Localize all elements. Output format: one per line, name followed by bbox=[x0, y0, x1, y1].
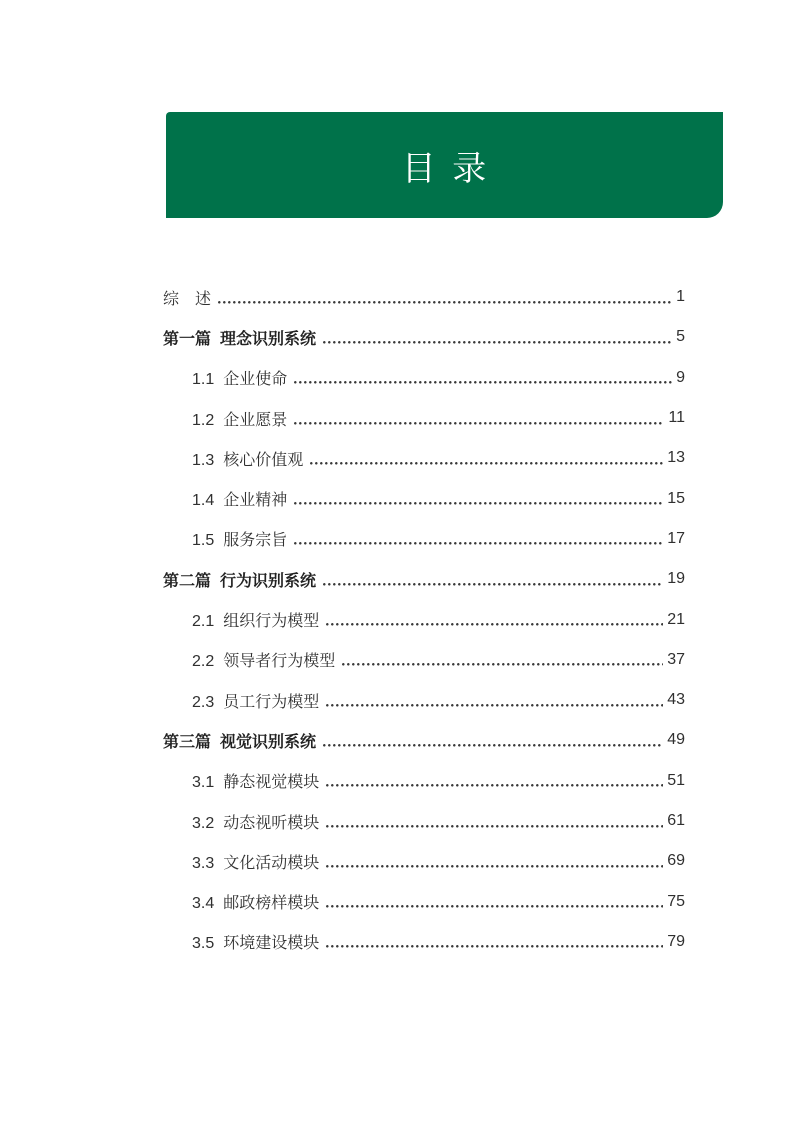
toc-entry-page-number: 51 bbox=[667, 771, 685, 789]
toc-entry-title: 领导者行为模型 bbox=[223, 653, 336, 671]
toc-entry[interactable] bbox=[163, 438, 685, 478]
toc-entry-label bbox=[163, 568, 316, 591]
toc-entry-label bbox=[192, 930, 319, 953]
toc-entry-title: 综 述 bbox=[163, 290, 212, 308]
toc-entry-page-number: 69 bbox=[667, 852, 685, 870]
toc-entry-title: 文化活动模块 bbox=[223, 854, 320, 872]
toc-entry-number: 3.5 bbox=[192, 935, 215, 953]
toc-entry-page-number: 15 bbox=[667, 489, 685, 507]
toc-entry-number: 2.1 bbox=[192, 613, 215, 631]
toc-entry-page-number: 9 bbox=[676, 368, 685, 386]
toc-entry-label bbox=[192, 366, 287, 389]
toc-entry[interactable] bbox=[163, 841, 685, 881]
toc-entry[interactable] bbox=[163, 559, 685, 599]
toc-entry-label bbox=[192, 527, 287, 550]
toc-entry-label bbox=[192, 850, 319, 873]
toc-entry-page-number: 37 bbox=[667, 650, 685, 668]
dot-leader bbox=[326, 825, 663, 828]
toc-entry-title: 企业精神 bbox=[223, 492, 288, 510]
toc-entry-label bbox=[163, 326, 316, 349]
toc-entry-title: 服务宗旨 bbox=[223, 532, 288, 550]
toc-entry[interactable] bbox=[163, 680, 685, 720]
dot-leader bbox=[323, 744, 663, 747]
toc-entry-page-number: 13 bbox=[667, 449, 685, 467]
toc-entry-number: 1.5 bbox=[192, 532, 215, 550]
toc-entry[interactable] bbox=[163, 640, 685, 680]
toc-entry-label bbox=[192, 648, 335, 671]
toc-entry-title: 核心价值观 bbox=[223, 451, 304, 469]
toc-entry-number: 2.2 bbox=[192, 653, 215, 671]
toc-entry-number: 1.4 bbox=[192, 492, 215, 510]
toc-entry-page-number: 17 bbox=[667, 529, 685, 547]
toc-entry-number: 1.1 bbox=[192, 371, 215, 389]
dot-leader bbox=[326, 905, 663, 908]
toc-entry-label bbox=[192, 769, 319, 792]
toc-entry-label bbox=[192, 810, 319, 833]
toc-header-banner bbox=[166, 112, 723, 218]
dot-leader bbox=[294, 502, 663, 505]
toc-list bbox=[163, 277, 685, 962]
toc-entry-title: 员工行为模型 bbox=[223, 693, 320, 711]
toc-entry-title: 静态视觉模块 bbox=[223, 774, 320, 792]
dot-leader bbox=[326, 945, 663, 948]
toc-entry-title: 环境建设模块 bbox=[223, 935, 320, 953]
toc-entry-number: 第二篇 bbox=[163, 572, 212, 590]
dot-leader bbox=[323, 341, 672, 344]
toc-entry-number: 3.4 bbox=[192, 895, 215, 913]
toc-entry-title: 企业愿景 bbox=[223, 411, 288, 429]
toc-entry[interactable] bbox=[163, 317, 685, 357]
toc-entry-page-number: 11 bbox=[668, 409, 685, 427]
toc-entry-page-number: 75 bbox=[667, 892, 685, 910]
dot-leader bbox=[294, 381, 672, 384]
toc-entry-label bbox=[192, 407, 287, 430]
toc-entry-label bbox=[163, 729, 316, 752]
toc-entry-label bbox=[163, 286, 211, 309]
page-title: 目 录 bbox=[401, 149, 488, 188]
toc-entry-page-number: 21 bbox=[667, 610, 685, 628]
toc-entry-page-number: 1 bbox=[676, 288, 685, 306]
toc-entry-title: 行为识别系统 bbox=[220, 572, 317, 590]
toc-entry[interactable] bbox=[163, 761, 685, 801]
toc-entry-title: 邮政榜样模块 bbox=[223, 895, 320, 913]
toc-entry-title: 视觉识别系统 bbox=[220, 733, 317, 751]
toc-entry-number: 3.1 bbox=[192, 774, 215, 792]
toc-entry[interactable] bbox=[163, 881, 685, 921]
toc-entry[interactable] bbox=[163, 478, 685, 518]
toc-entry-number: 第一篇 bbox=[163, 330, 212, 348]
toc-entry[interactable] bbox=[163, 519, 685, 559]
toc-entry-page-number: 5 bbox=[676, 328, 685, 346]
toc-entry-label bbox=[192, 689, 319, 712]
dot-leader bbox=[326, 623, 663, 626]
toc-entry-label bbox=[192, 487, 287, 510]
toc-entry[interactable] bbox=[163, 720, 685, 760]
dot-leader bbox=[326, 784, 663, 787]
toc-entry-number: 3.2 bbox=[192, 814, 215, 832]
toc-entry-page-number: 19 bbox=[667, 570, 685, 588]
toc-entry-number: 3.3 bbox=[192, 854, 215, 872]
toc-entry-number: 第三篇 bbox=[163, 733, 212, 751]
toc-entry-number: 2.3 bbox=[192, 693, 215, 711]
toc-entry-page-number: 43 bbox=[667, 691, 685, 709]
dot-leader bbox=[326, 865, 663, 868]
dot-leader bbox=[218, 301, 672, 304]
toc-entry-page-number: 79 bbox=[667, 932, 685, 950]
toc-entry-label bbox=[192, 890, 319, 913]
toc-entry-title: 理念识别系统 bbox=[220, 330, 317, 348]
toc-entry[interactable] bbox=[163, 801, 685, 841]
dot-leader bbox=[294, 542, 663, 545]
toc-entry[interactable] bbox=[163, 277, 685, 317]
toc-entry[interactable] bbox=[163, 398, 685, 438]
toc-entry[interactable] bbox=[163, 358, 685, 398]
dot-leader bbox=[323, 583, 663, 586]
toc-entry-number: 1.3 bbox=[192, 451, 215, 469]
toc-entry-title: 动态视听模块 bbox=[223, 814, 320, 832]
dot-leader bbox=[342, 663, 663, 666]
toc-entry-number: 1.2 bbox=[192, 411, 215, 429]
toc-entry-title: 企业使命 bbox=[223, 371, 288, 389]
toc-entry-label bbox=[192, 608, 319, 631]
toc-entry-page-number: 61 bbox=[667, 812, 685, 829]
toc-entry-page-number: 49 bbox=[667, 731, 685, 749]
toc-entry-label bbox=[192, 447, 303, 470]
dot-leader bbox=[326, 704, 663, 707]
toc-entry[interactable] bbox=[163, 922, 685, 962]
dot-leader bbox=[310, 462, 663, 465]
toc-entry[interactable] bbox=[163, 599, 685, 639]
toc-entry-title: 组织行为模型 bbox=[223, 613, 320, 631]
dot-leader bbox=[294, 422, 664, 425]
